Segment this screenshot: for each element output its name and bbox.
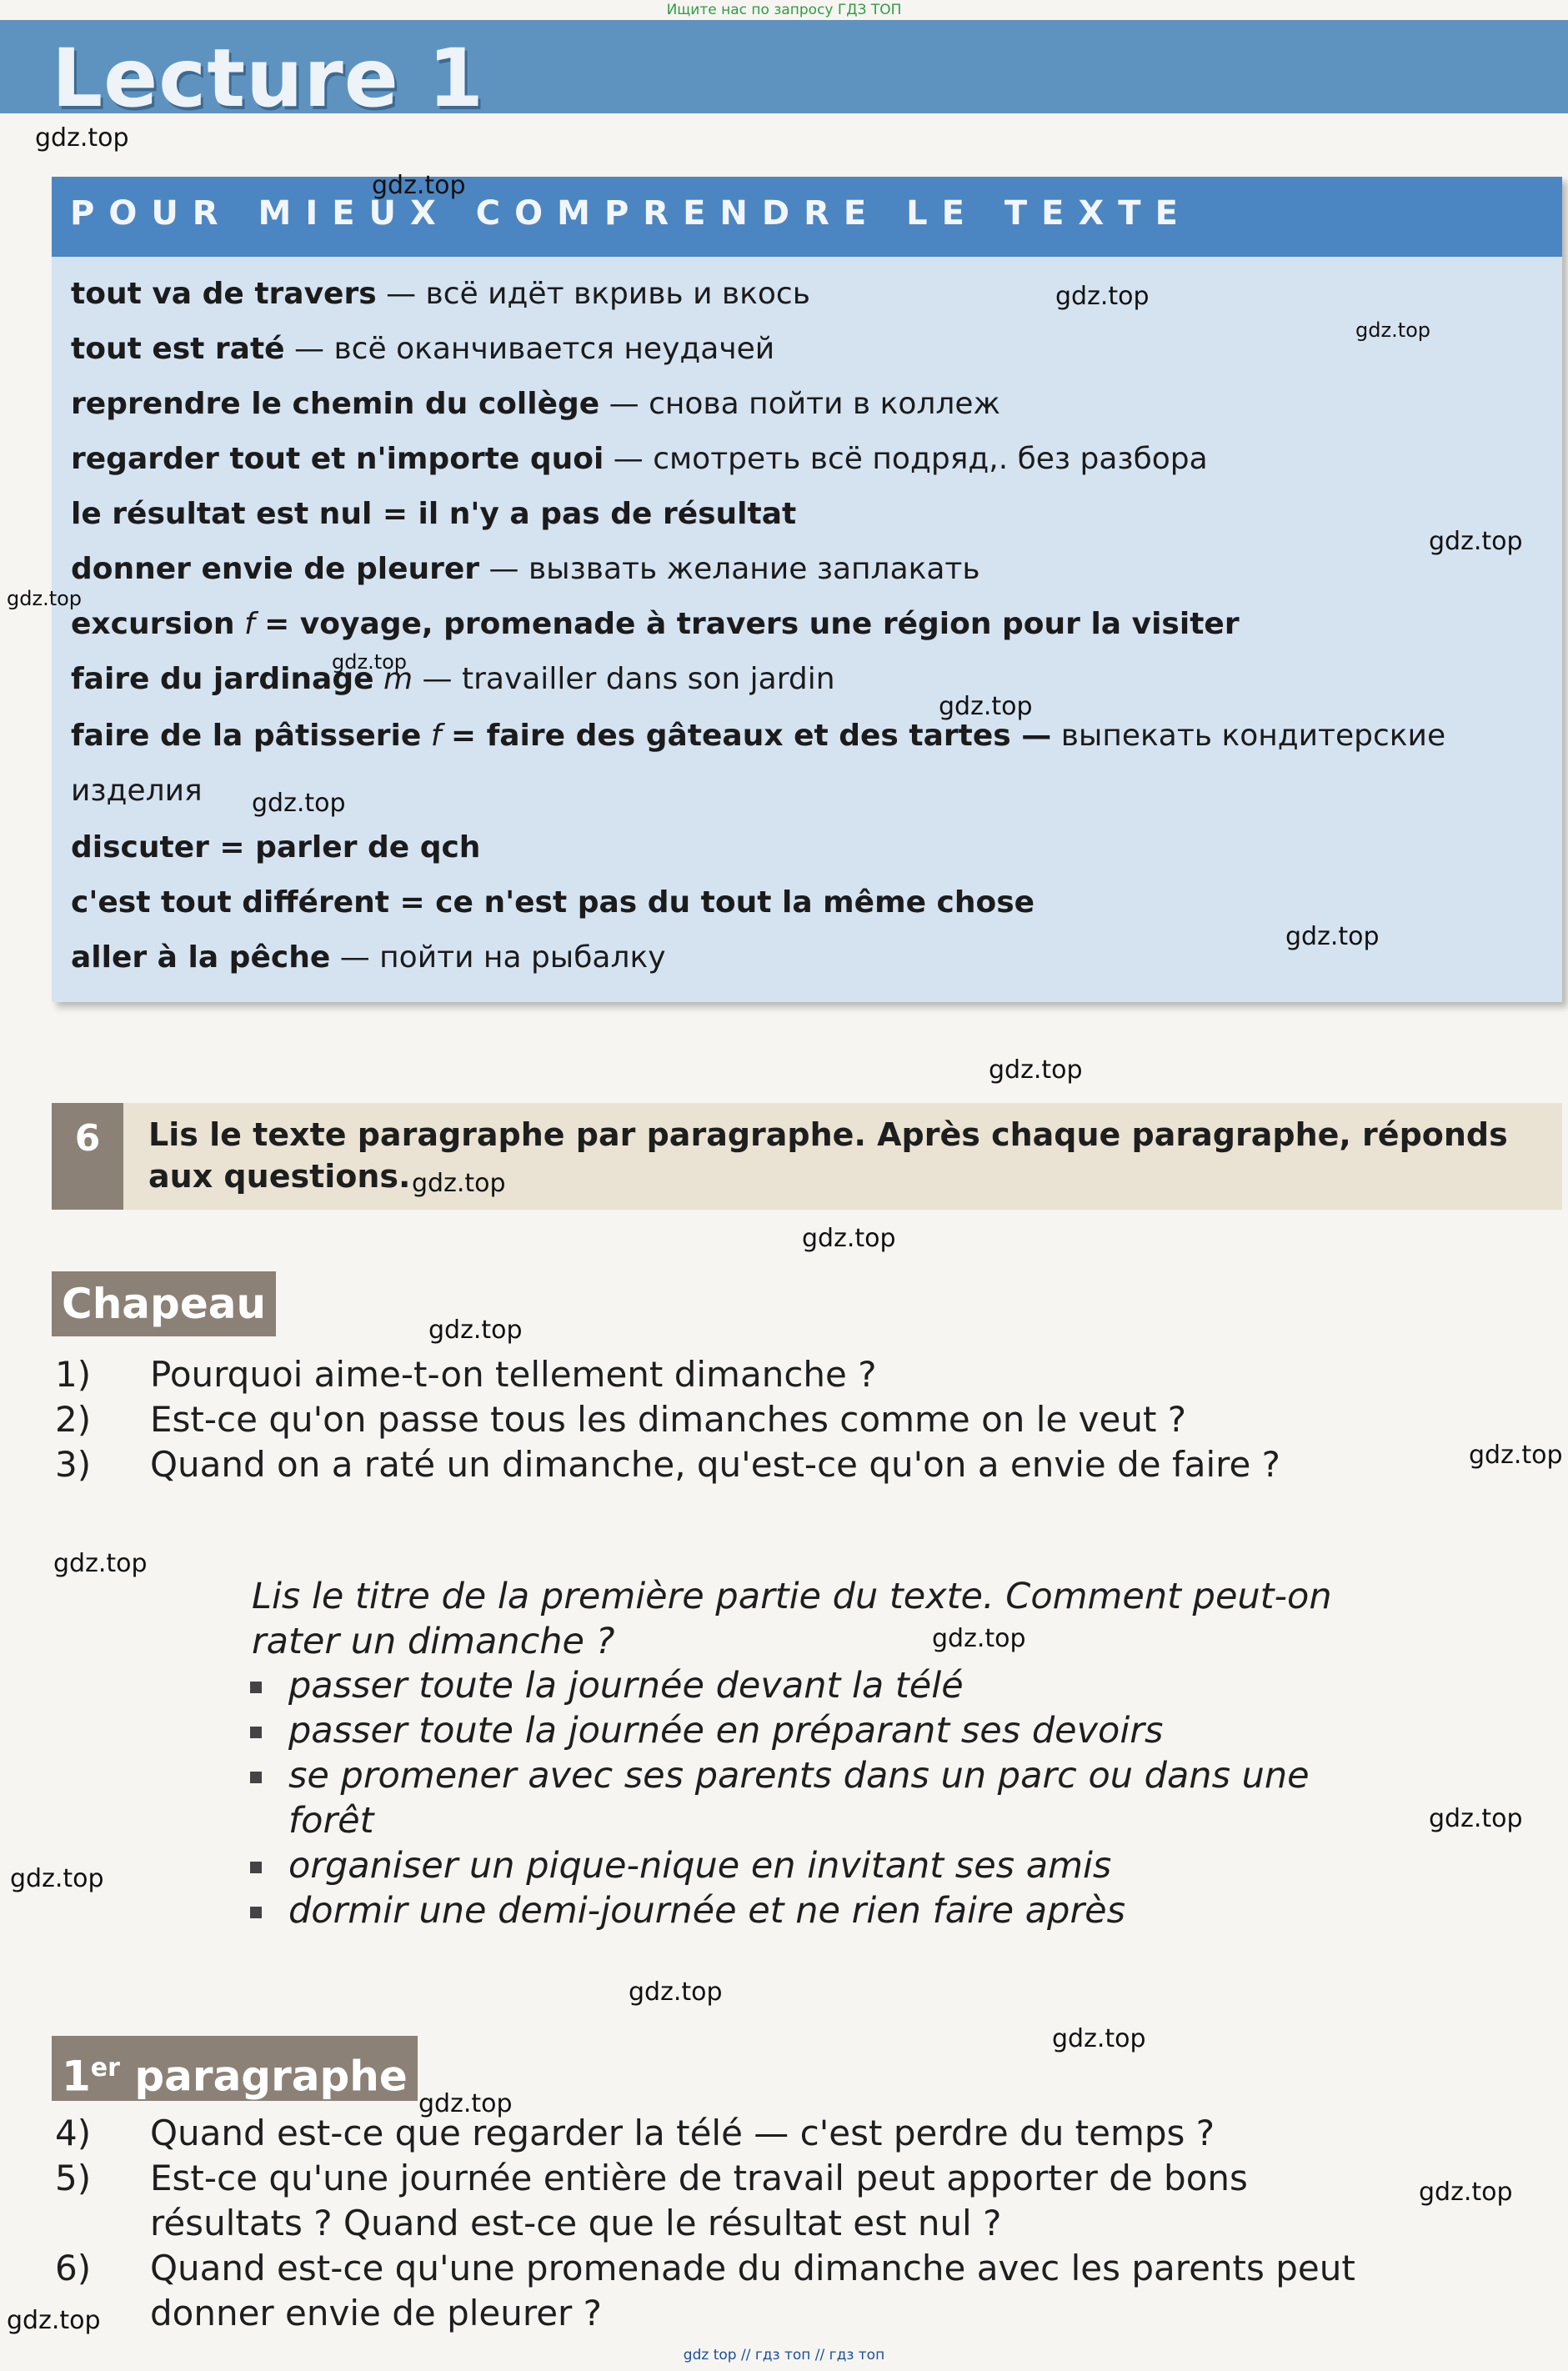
- bottom-note: gdz top // гдз топ // гдз топ: [683, 2347, 885, 2363]
- list-item: organiser un pique-nique en invitant ses amis: [288, 1845, 1112, 1887]
- list-item-continuation: forêt: [288, 1800, 374, 1842]
- watermark: gdz.top: [939, 692, 1033, 721]
- watermark: gdz.top: [629, 1978, 723, 2007]
- question-number: 2): [55, 1399, 92, 1440]
- vocab-item: c'est tout différent = ce n'est pas du tout la même chose: [71, 885, 1035, 920]
- question-number: 5): [55, 2158, 92, 2198]
- watermark: gdz.top: [989, 1055, 1083, 1085]
- list-item: passer toute la journée en préparant ses devoirs: [288, 1710, 1164, 1752]
- section-label-paragraph-1: 1er paragraphe: [52, 2036, 418, 2101]
- question-text: Quand est-ce que regarder la télé — c'est perdre du temps ?: [150, 2113, 1215, 2153]
- top-note: Ищите нас по запросу ГДЗ ТОП: [666, 2, 902, 18]
- vocab-item: tout est raté — всё оканчивается неудачей: [71, 332, 775, 366]
- watermark: gdz.top: [1052, 2024, 1146, 2053]
- list-item: passer toute la journée devant la télé: [288, 1665, 964, 1707]
- vocab-item: изделия: [71, 774, 203, 808]
- vocab-item: tout va de travers — всё идёт вкривь и вкось: [71, 277, 810, 311]
- question-text: donner envie de pleurer ?: [150, 2293, 602, 2333]
- vocab-item: aller à la pêche — пойти на рыбалку: [71, 940, 666, 975]
- question-number: 6): [55, 2248, 92, 2288]
- list-item: dormir une demi-journée et ne rien faire après: [288, 1890, 1125, 1932]
- watermark: gdz.top: [7, 587, 83, 610]
- question-text: Pourquoi aime-t-on tellement dimanche ?: [150, 1354, 877, 1395]
- watermark: gdz.top: [932, 1624, 1026, 1653]
- bullet-icon: [250, 1862, 262, 1873]
- question-number: 3): [55, 1444, 92, 1485]
- question-text: Est-ce qu'on passe tous les dimanches comme on le veut ?: [150, 1399, 1187, 1440]
- watermark: gdz.top: [332, 650, 408, 674]
- vocab-item: reprendre le chemin du collège — снова пойти в коллеж: [71, 387, 1000, 421]
- watermark: gdz.top: [7, 2306, 101, 2335]
- question-text: Est-ce qu'une journée entière de travail peut apporter de bons: [150, 2158, 1248, 2198]
- vocab-item: faire de la pâtisserie f = faire des gâteaux et des tartes — выпекать кондитерские: [71, 719, 1446, 753]
- watermark: gdz.top: [1429, 527, 1523, 556]
- vocab-item: discuter = parler de qch: [71, 830, 481, 865]
- task-text: Lis le titre de la première partie du texte. Comment peut-on: [252, 1576, 1332, 1617]
- vocab-item: regarder tout et n'importe quoi — смотреть всё подряд,. без разбора: [71, 442, 1208, 476]
- watermark: gdz.top: [1419, 2178, 1513, 2207]
- question-text: résultats ? Quand est-ce que le résultat est nul ?: [150, 2203, 1002, 2243]
- section-label-chapeau: Chapeau: [52, 1271, 276, 1336]
- exercise-number: 6: [52, 1103, 123, 1210]
- vocab-item: le résultat est nul = il n'y a pas de résultat: [71, 497, 797, 531]
- watermark: gdz.top: [802, 1224, 896, 1253]
- list-item: se promener avec ses parents dans un parc ou dans une: [288, 1755, 1310, 1797]
- watermark: gdz.top: [1285, 922, 1380, 951]
- watermark: gdz.top: [10, 1864, 104, 1893]
- bullet-icon: [250, 1727, 262, 1738]
- watermark: gdz.top: [372, 171, 466, 200]
- watermark: gdz.top: [252, 789, 346, 818]
- question-text: Quand on a raté un dimanche, qu'est-ce qu'on a envie de faire ?: [150, 1444, 1280, 1485]
- exercise-instruction: Lis le texte paragraphe par paragraphe. Après chaque paragraphe, réponds aux questions.: [148, 1116, 1508, 1195]
- question-number: 1): [55, 1354, 92, 1395]
- vocab-item: donner envie de pleurer — вызвать желание заплакать: [71, 552, 980, 586]
- question-number: 4): [55, 2113, 92, 2153]
- vocab-item: excursion f = voyage, promenade à travers une région pour la visiter: [71, 607, 1240, 641]
- task-text: rater un dimanche ?: [252, 1621, 615, 1662]
- watermark: gdz.top: [412, 1169, 506, 1198]
- watermark: gdz.top: [1429, 1804, 1523, 1833]
- bullet-icon: [250, 1907, 262, 1918]
- watermark: gdz.top: [1355, 318, 1431, 342]
- watermark: gdz.top: [53, 1549, 148, 1578]
- watermark: gdz.top: [1469, 1441, 1563, 1470]
- bullet-icon: [250, 1682, 262, 1693]
- vocab-item: faire du jardinage m — travailler dans son jardin: [71, 662, 835, 696]
- question-text: Quand est-ce qu'une promenade du dimanche avec les parents peut: [150, 2248, 1355, 2288]
- watermark: gdz.top: [428, 1316, 523, 1345]
- watermark: gdz.top: [418, 2089, 513, 2118]
- watermark: gdz.top: [1055, 282, 1150, 311]
- watermark: gdz.top: [35, 123, 129, 153]
- page-title: Lecture 1: [52, 32, 485, 125]
- vocab-heading: POUR MIEUX COMPRENDRE LE TEXTE: [70, 194, 1192, 233]
- bullet-icon: [250, 1772, 262, 1783]
